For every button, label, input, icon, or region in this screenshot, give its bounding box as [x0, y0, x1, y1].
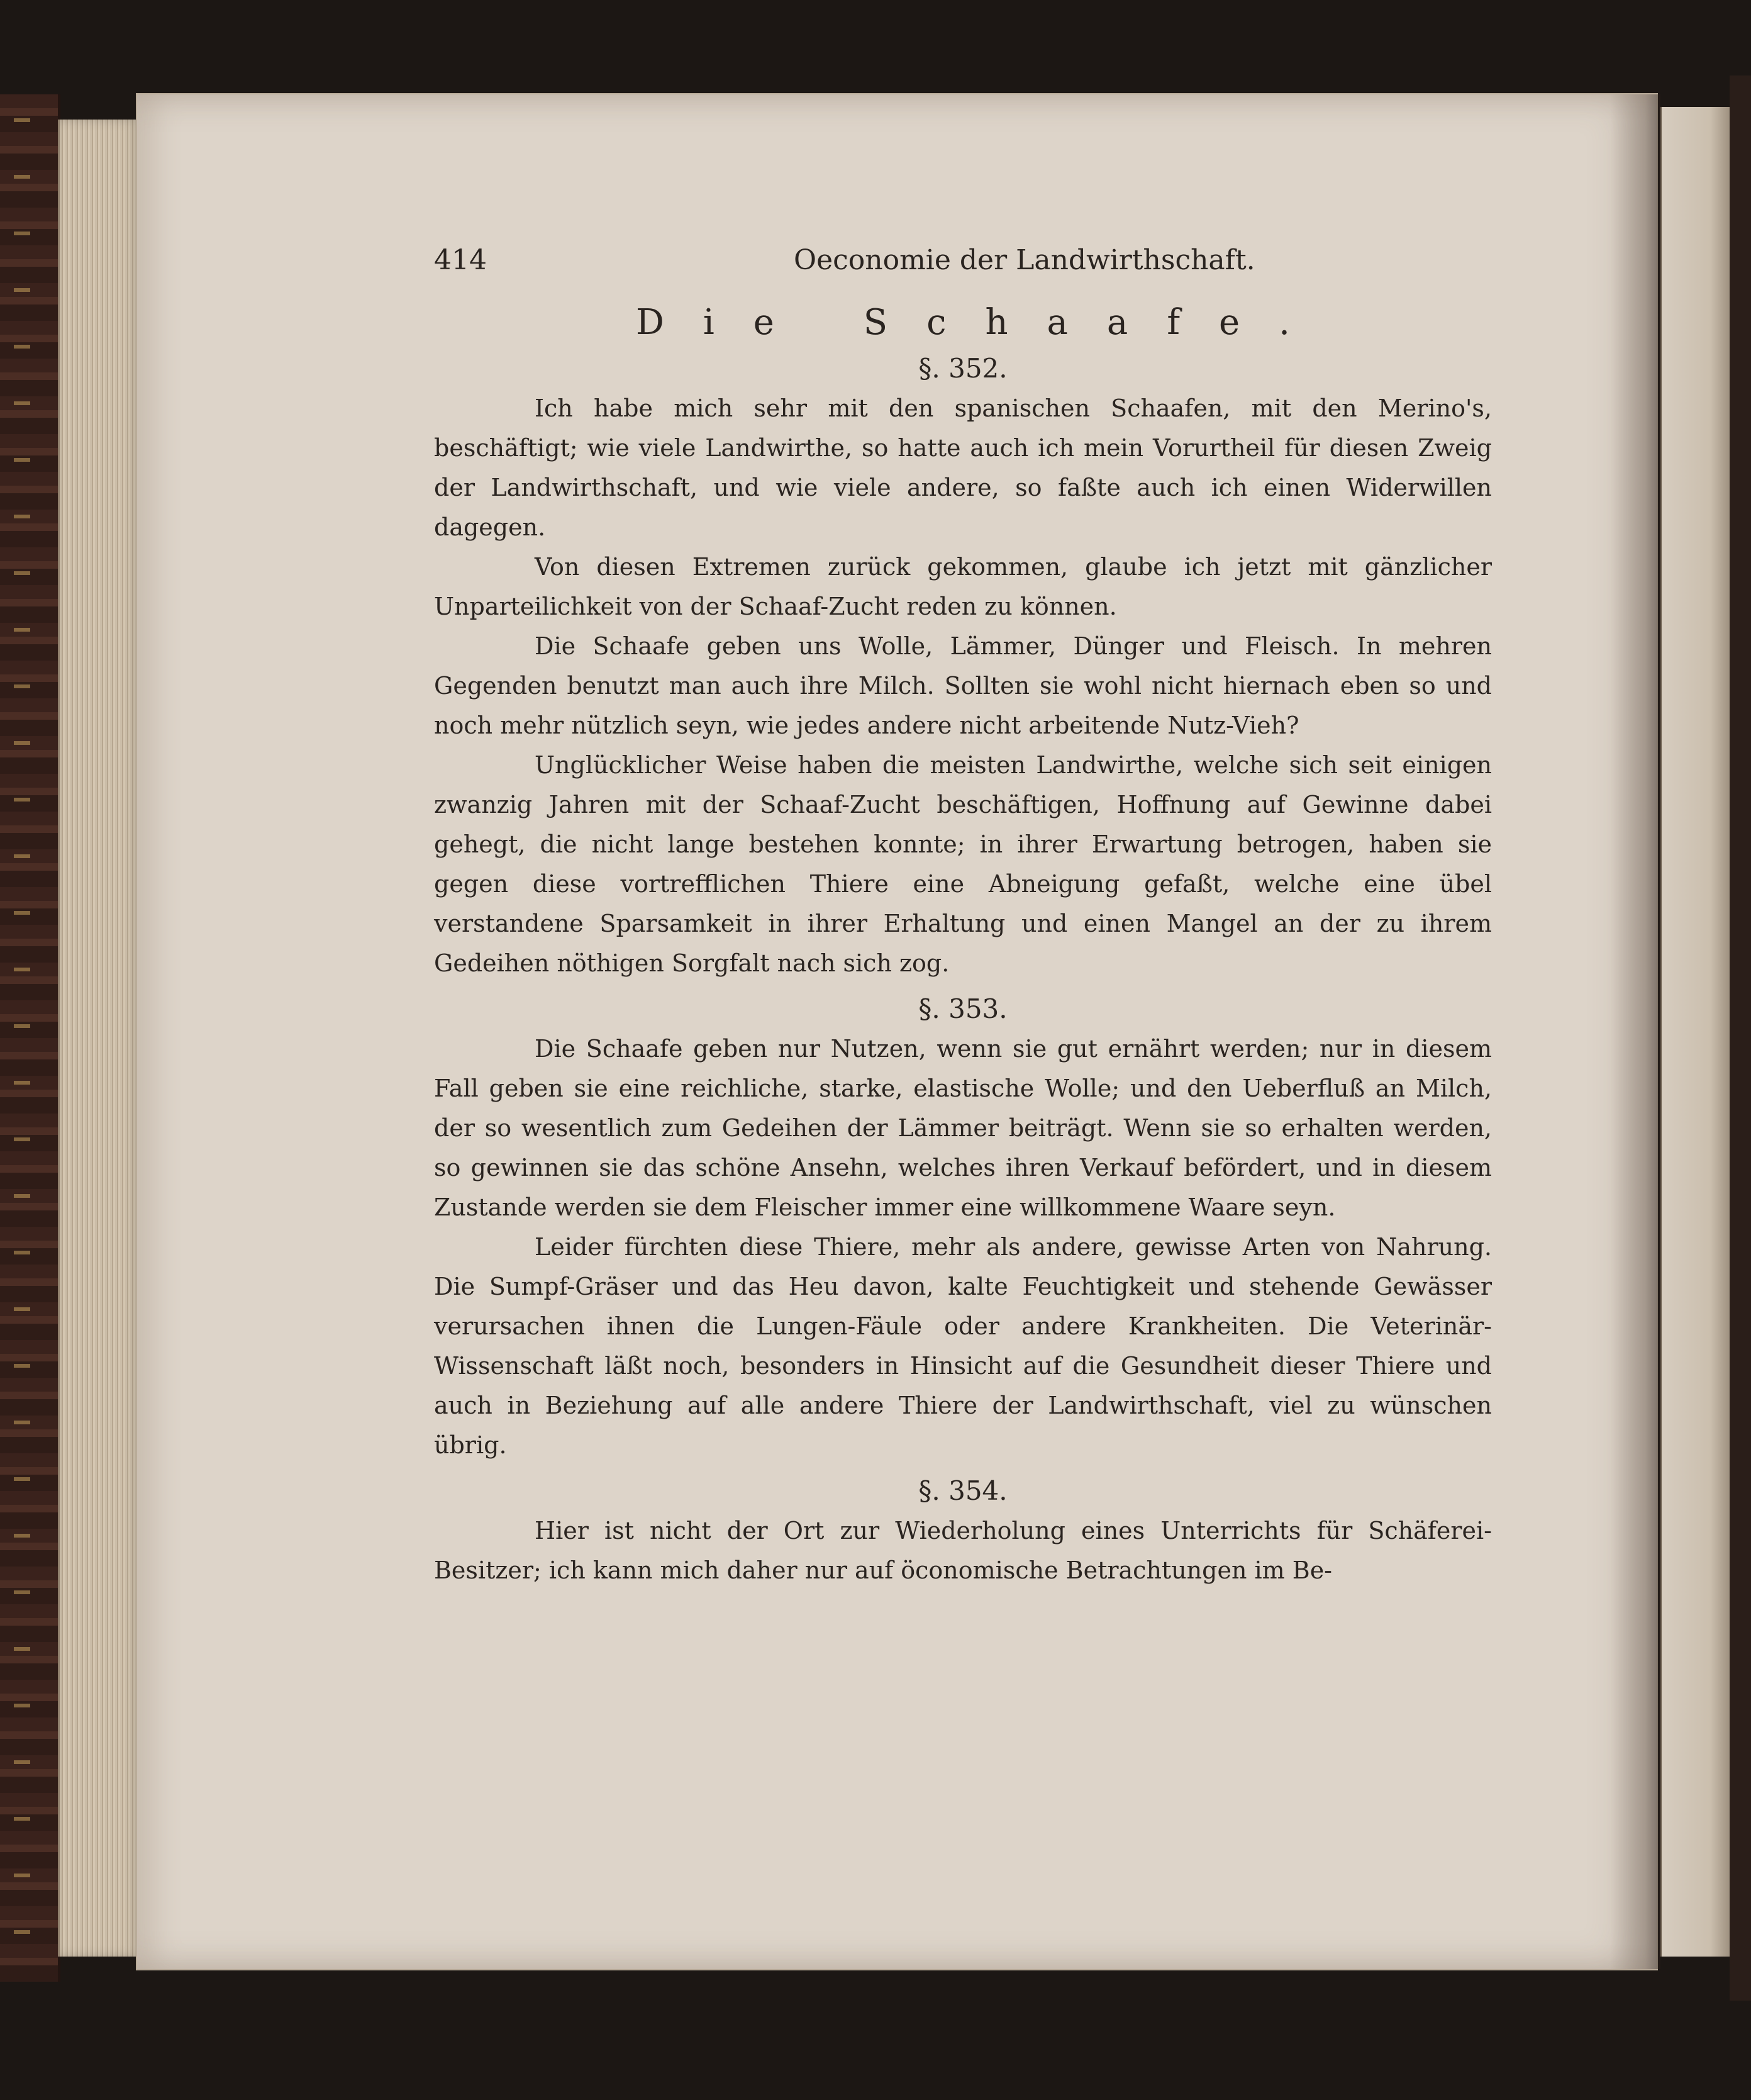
page-number: 414 — [434, 244, 487, 276]
paragraph: Die Schaafe geben nur Nutzen, wenn sie gut ernährt werden; nur in diesem Fall geben sie eine reichliche, starke, elastische Wolle; und den Ueberfluß an Milch, der so wesentlich zum Gedeihen der Lämmer beiträgt. Wenn sie so erhalten werden, so gewinnen sie das schöne Ansehn, welches ihren Verkauf befördert, und in diesem Zustande werden sie dem Fleischer immer eine willkommene Waare seyn. — [434, 1035, 1492, 1221]
paragraph: Die Schaafe geben uns Wolle, Lämmer, Dünger und Fleisch. In mehren Gegenden benutzt man auch ihre Milch. Sollten sie wohl nicht hiernach eben so und noch mehr nützlich seyn, wie jedes andere nicht arbeitende Nutz-Vieh? — [434, 632, 1492, 739]
page-gutter — [1610, 94, 1660, 1969]
paragraph: Leider fürchten diese Thiere, mehr als andere, gewisse Arten von Nahrung. Die Sumpf-Gräser und das Heu davon, kalte Feuchtigkeit und stehende Gewässer verursachen ihnen die Lungen-Fäule oder andere Krankheiten. Die Veterinär-Wissenschaft läßt noch, besonders in Hinsicht auf die Gesundheit dieser Thiere und auch in Beziehung auf alle andere Thiere der Landwirthschaft, viel zu wünschen übrig. — [434, 1233, 1492, 1459]
running-head: Oeconomie der Landwirthschaft. — [794, 244, 1255, 276]
facing-page-edge — [1660, 107, 1731, 1957]
chapter-title: Die Schaafe. — [636, 302, 1329, 343]
paragraph: Von diesen Extremen zurück gekommen, glaube ich jetzt mit gänzlicher Unparteilichkeit von der Schaaf-Zucht reden zu können. — [434, 553, 1492, 620]
book-cover-left — [0, 94, 60, 1982]
page-text — [434, 244, 1492, 1590]
section-mark: §. 352. — [918, 353, 1008, 384]
page-edges — [58, 120, 142, 1957]
page-header — [434, 244, 1492, 288]
paragraph: Ich habe mich sehr mit den spanischen Schaafen, mit den Merino's, beschäftigt; wie viele Landwirthe, so hatte auch ich mein Vorurtheil für diesen Zweig der Landwirthschaft, und wie viele andere, so faßte auch ich einen Widerwillen dagegen. — [434, 394, 1492, 541]
paragraph: Hier ist nicht der Ort zur Wiederholung eines Unterrichts für Schäferei-Besitzer; ich kann mich daher nur auf öconomische Betrachtungen im Be- — [434, 1517, 1492, 1584]
section-mark: §. 354. — [918, 1475, 1008, 1506]
book-cover-right — [1730, 75, 1751, 2001]
paragraph: Unglücklicher Weise haben die meisten Landwirthe, welche sich seit einigen zwanzig Jahren mit der Schaaf-Zucht beschäftigen, Hoffnung auf Gewinne dabei gehegt, die nicht lange bestehen konnte; in ihrer Erwartung betrogen, haben sie gegen diese vortrefflichen Thiere eine Abneigung gefaßt, welche eine übel verstandene Sparsamkeit in ihrer Erhaltung und einen Mangel an der zu ihrem Gedeihen nöthigen Sorgfalt nach sich zog. — [434, 751, 1492, 977]
section-mark: §. 353. — [918, 993, 1008, 1024]
